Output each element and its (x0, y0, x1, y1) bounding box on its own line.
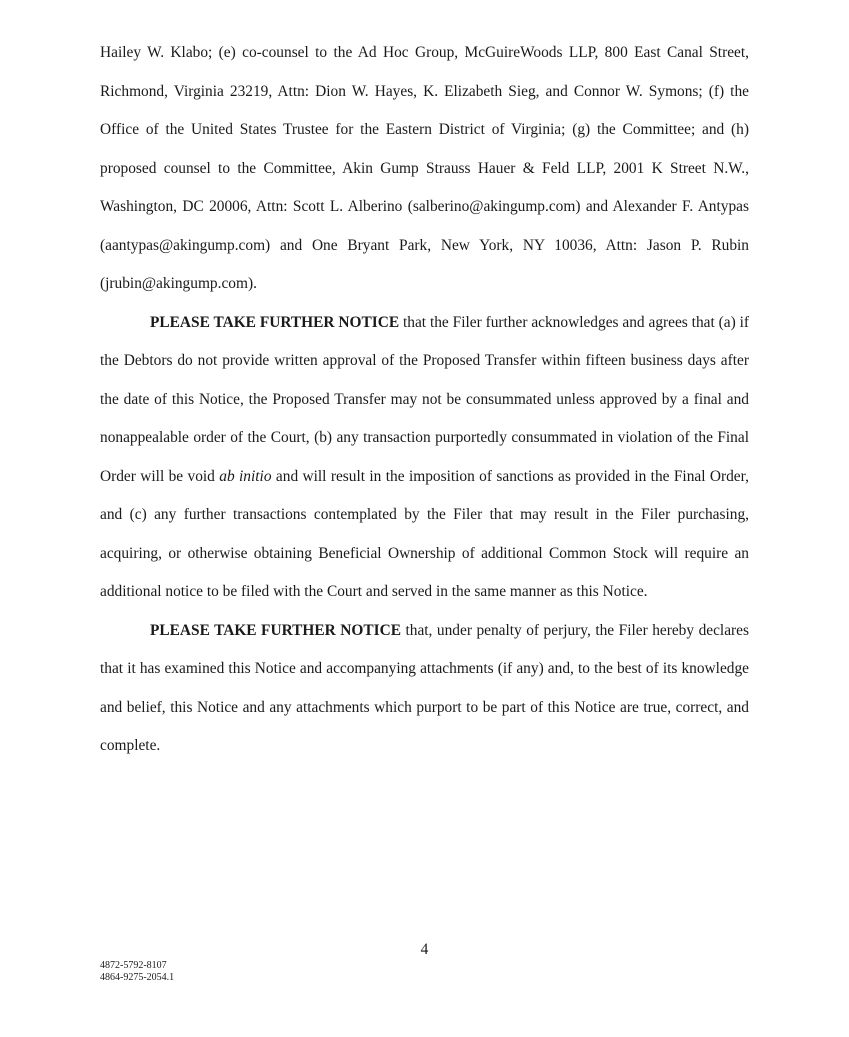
paragraph-perjury-declaration (100, 612, 749, 766)
document-identifiers (100, 960, 174, 984)
paragraph-transfer-acknowledgment (100, 304, 749, 612)
document-body (100, 34, 749, 766)
document-id-secondary: 4864-9275-2054.1 (100, 972, 175, 983)
page-number: 4 (420, 941, 429, 958)
paragraph-text: that, under penalty of perjury, the Filer hereby declares that it has examined this Notice and accompanying attachments (if any) and, to the best of its knowledge and belief, this Notice and any attachments which purport to be part of this Notice are true, correct, and complete. (100, 621, 749, 754)
notice-heading: PLEASE TAKE FURTHER NOTICE (150, 313, 400, 331)
italic-phrase: ab initio (219, 467, 272, 485)
paragraph-text: and will result in the imposition of sanctions as provided in the Final Order, and (c) any further transactions contemplated by the Filer that may result in the Filer purchasing, acquiring, or otherwise obtaining Beneficial Ownership of additional Common Stock will require an additional notice to be filed with the Court and served in the same manner as this Notice. (100, 467, 749, 600)
paragraph-text: that the Filer further acknowledges and agrees that (a) if the Debtors do not provide written approval of the Proposed Transfer within fifteen business days after the date of this Notice, the Proposed Transfer may not be consummated unless approved by a final and nonappealable order of the Court, (b) any transaction purportedly consummated in violation of the Final Order will be void (100, 313, 749, 485)
paragraph-service-list: Hailey W. Klabo; (e) co-counsel to the Ad Hoc Group, McGuireWoods LLP, 800 East Canal Street, Richmond, Virginia 23219, Attn: Dion W. Hayes, K. Elizabeth Sieg, and Connor W. Symons; (f) the Office of the United States Trustee for the Eastern District of Virginia; (g) the Committee; and (h) proposed counsel to the Committee, Akin Gump Strauss Hauer & Feld LLP, 2001 K Street N.W., Washington, DC 20006, Attn: Scott L. Alberino (salberino@akingump.com) and Alexander F. Antypas (aantypas@akingump.com) and One Bryant Park, New York, NY 10036, Attn: Jason P. Rubin (jrubin@akingump.com). (100, 44, 749, 292)
document-id-primary: 4872-5792-8107 (100, 960, 167, 971)
notice-heading: PLEASE TAKE FURTHER NOTICE (150, 621, 401, 639)
